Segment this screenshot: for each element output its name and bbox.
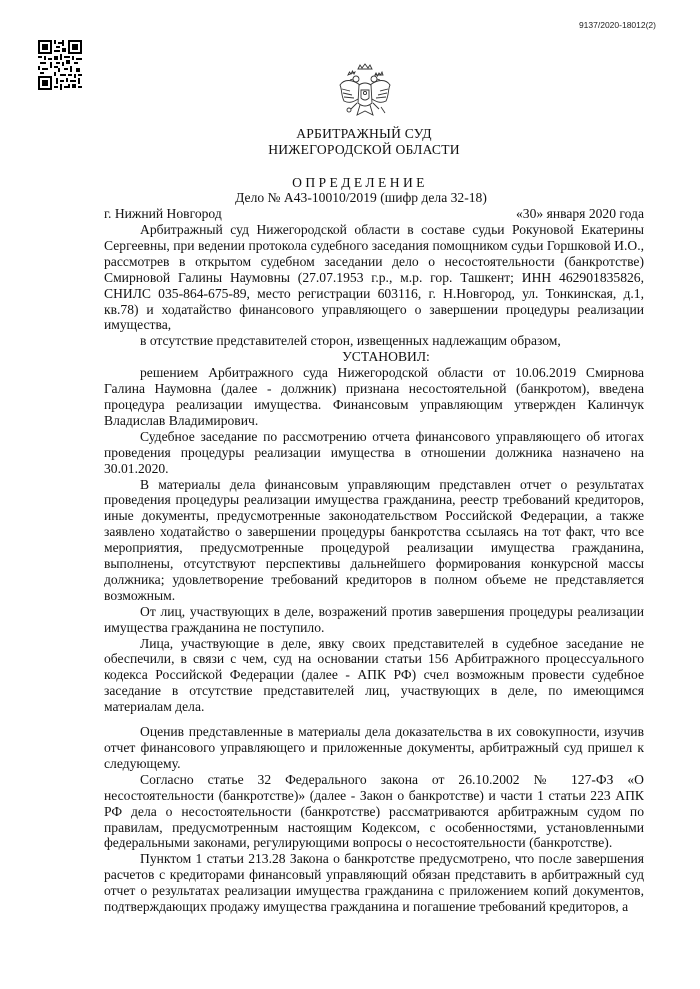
court-name-line2: НИЖЕГОРОДСКОЙ ОБЛАСТИ [268, 142, 460, 157]
city: г. Нижний Новгород [104, 206, 222, 221]
document-body [104, 222, 644, 915]
paragraph: решением Арбитражного суда Нижегородской области от 10.06.2019 Смирнова Галина Наумовна (далее - должник) признана несостоятельной (банкротом), введена процедура реализации имущества. Финансовым управляющим утвержден Калинчук Владислав Владимирович. [104, 365, 644, 428]
case-number: Дело № А43-10010/2019 (шифр дела 32-18) [235, 190, 487, 205]
court-name-line1: АРБИТРАЖНЫЙ СУД [296, 126, 432, 141]
document-id: 9137/2020-18012(2) [578, 20, 656, 30]
paragraph: Судебное заседание по рассмотрению отчета финансового управляющего об итогах проведения процедуры реализации имущества в отношении должника назначено на 30.01.2020. [104, 428, 644, 476]
paragraph: Арбитражный суд Нижегородской области в составе судьи Рокуновой Екатерины Сергеевны, при ведении протокола судебного заседания помощником судьи Горшковой И.О., рассмотрев в открытом судебном заседании дело о несостоятельности (банкротстве) Смирновой Галины Наумовны (27.07.1953 г.р., м.р. гор. Ташкент; ИНН 462901835826, СНИЛС 035-864-675-89, место регистрации 603116, г. Н.Новгород, ул. Тонкинская, д.1, кв.78) и ходатайство финансового управляющего о завершении процедуры реализации имущества, [104, 222, 644, 333]
paragraph: Пунктом 1 статьи 213.28 Закона о банкротстве предусмотрено, что после завершения расчетов с кредиторами финансовый управляющий обязан представить в арбитражный суд отчет о результатах реализации имущества гражданина с приложением копий документов, подтверждающих продажу имущества гражданина и погашение требований кредиторов, а [104, 851, 644, 915]
paragraph: Оценив представленные в материалы дела доказательства в их совокупности, изучив отчет финансового управляющего и приложенные документы, арбитражный суд пришел к следующему. [104, 724, 644, 771]
paragraph: в отсутствие представителей сторон, извещенных надлежащим образом, [140, 333, 561, 349]
qr-code [38, 40, 82, 90]
court-name [0, 126, 700, 158]
paragraph: Согласно статье 32 Федерального закона от 26.10.2002 № 127-ФЗ «О несостоятельности (банкротстве)» (далее - Закон о банкротстве) и части 1 статьи 223 АПК РФ дела о несостоятельности (банкротстве) рассматриваются арбитражным судом по правилам, предусмотренным настоящим Кодексом, с особенностями, установленными федеральными законами, регулирующими вопросы о несостоятельности (банкротстве). [104, 771, 644, 851]
coat-of-arms-icon [338, 63, 392, 125]
paragraph: Лица, участвующие в деле, явку своих представителей в судебное заседание не обеспечили, в связи с чем, суд на основании статьи 156 Арбитражного процессуального кодекса Российской Федерации (далее - АПК РФ) счел возможным провести судебное заседание в отсутствие представителей лиц, участвующих в деле, по имеющимся материалам дела. [104, 635, 644, 715]
document-date: «30» января 2020 года [515, 206, 644, 221]
established-heading: УСТАНОВИЛ: [342, 349, 430, 365]
paragraph: В материалы дела финансовым управляющим представлен отчет о результатах проведения процедуры реализации имущества гражданина, реестр требований кредиторов, иные документы, предусмотренные законодательством Российской Федерации, а также заявлено ходатайство о завершении процедуры банкротства ссылаясь на тот факт, что все мероприятия, предусмотренные процедурой реализации имущества гражданина, выполнены, отсутствуют перспективы дальнейшего формирования конкурсной массы должника; удовлетворение требований кредиторов в полном объеме не представляется возможным. [104, 476, 644, 603]
paragraph: От лиц, участвующих в деле, возражений против завершения процедуры реализации имущества гражданина не поступило. [104, 603, 644, 635]
document-title: ОПРЕДЕЛЕНИЕ [292, 175, 428, 190]
